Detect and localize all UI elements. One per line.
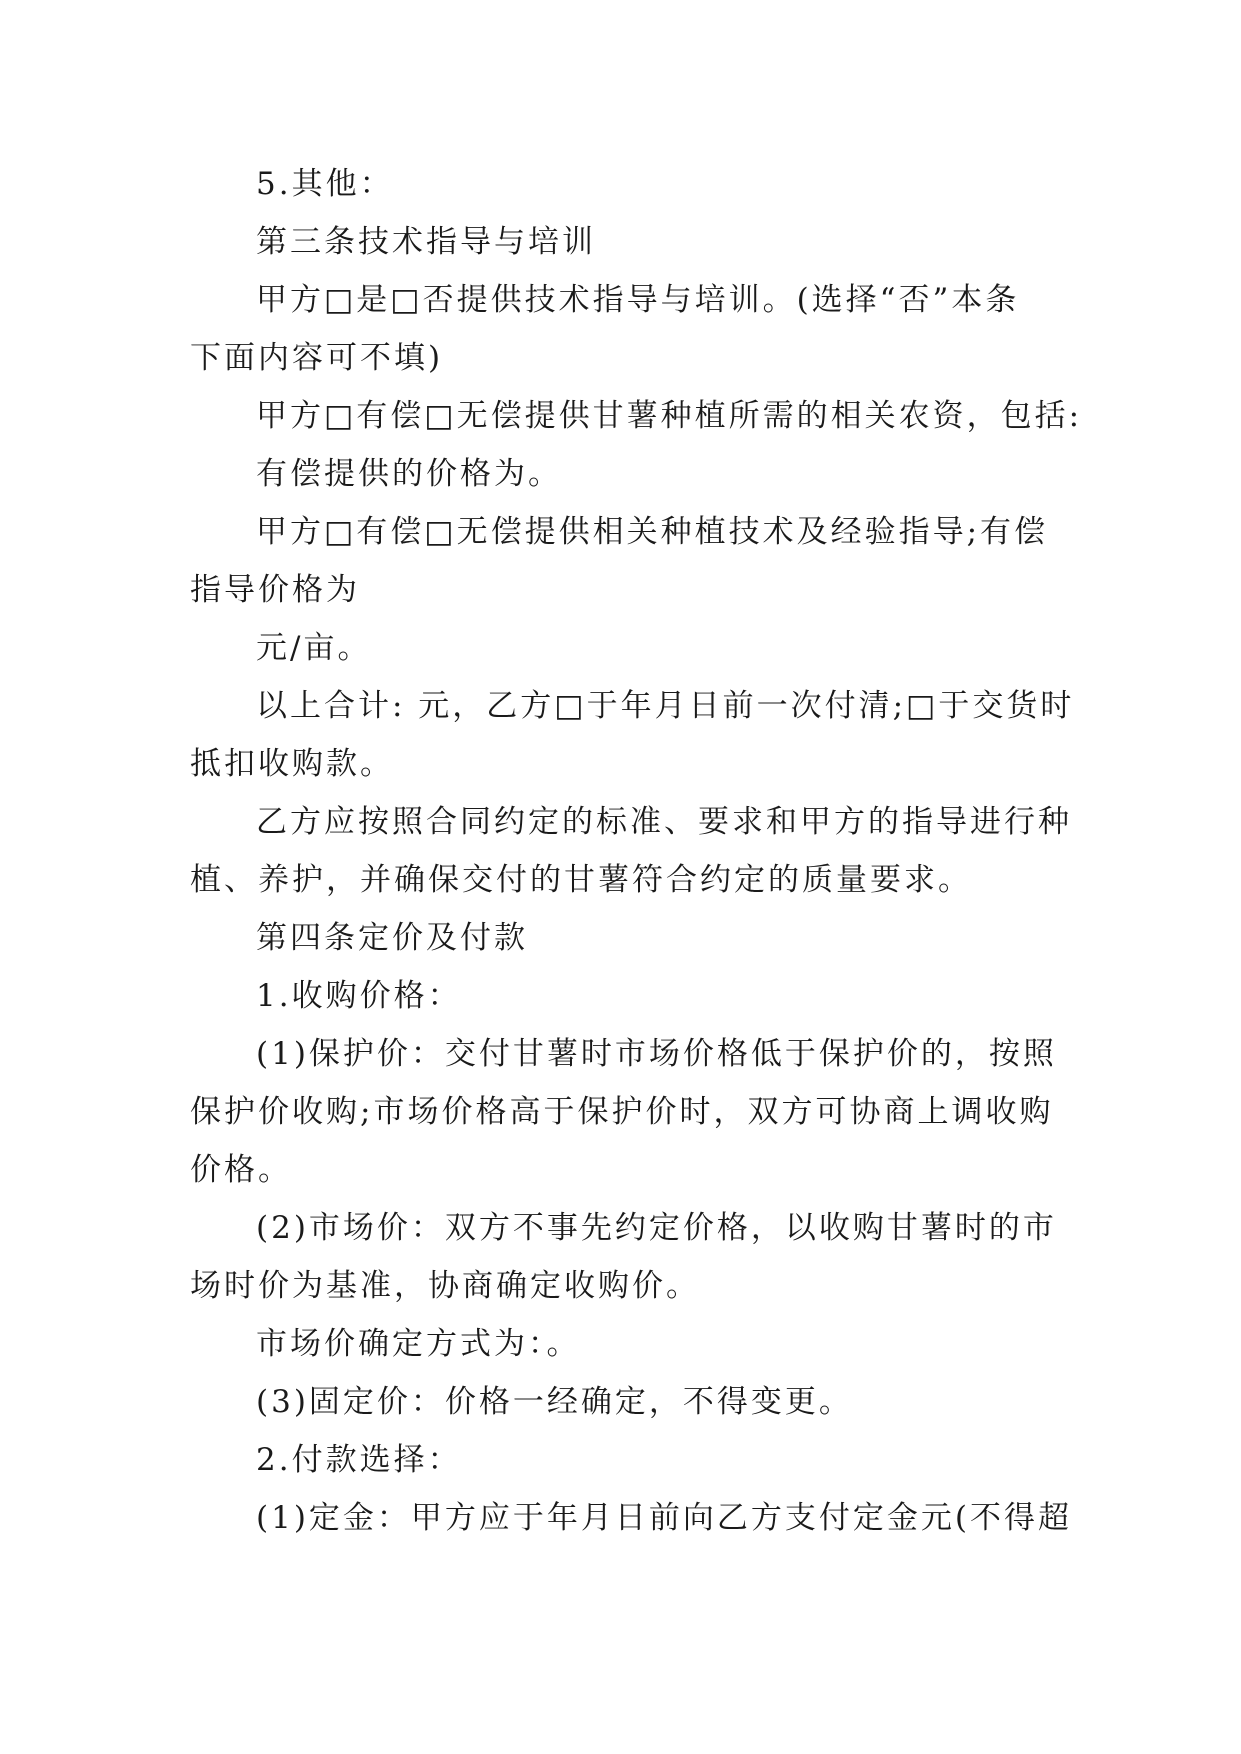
paragraph-line: (1)保护价：交付甘薯时市场价格低于保护价的，按照 — [256, 1036, 1057, 1072]
clause-price: 1.收购价格： — [256, 978, 462, 1014]
paragraph-line: 有偿提供的价格为。 — [256, 456, 562, 492]
paragraph-line: 甲方□有偿□无偿提供相关种植技术及经验指导;有偿 — [256, 514, 1049, 550]
clause-payment: 2.付款选择： — [256, 1442, 462, 1478]
paragraph-line: 场时价为基准，协商确定收购价。 — [190, 1268, 700, 1304]
paragraph-line: 植、养护，并确保交付的甘薯符合约定的质量要求。 — [190, 862, 972, 898]
paragraph-line: 价格。 — [190, 1152, 292, 1188]
paragraph-line: 元/亩。 — [256, 630, 372, 666]
paragraph-line: 指导价格为 — [190, 572, 360, 608]
clause-other: 5.其他： — [256, 166, 394, 202]
paragraph-line: 乙方应按照合同约定的标准、要求和甲方的指导进行种 — [256, 804, 1072, 840]
paragraph-line: 抵扣收购款。 — [190, 746, 394, 782]
paragraph-line: (1)定金：甲方应于年月日前向乙方支付定金元(不得超 — [256, 1500, 1073, 1536]
paragraph-line: 下面内容可不填) — [190, 340, 444, 376]
paragraph-line: 市场价确定方式为：。 — [256, 1326, 581, 1362]
paragraph-line: 保护价收购;市场价格高于保护价时，双方可协商上调收购 — [190, 1094, 1054, 1130]
paragraph-line: (2)市场价：双方不事先约定价格，以收购甘薯时的市 — [256, 1210, 1057, 1246]
section-heading-3: 第三条技术指导与培训 — [256, 224, 596, 260]
section-heading-4: 第四条定价及付款 — [256, 920, 528, 956]
paragraph-line: 甲方□是□否提供技术指导与培训。(选择“否”本条 — [256, 282, 1020, 318]
paragraph-line: (3)固定价：价格一经确定，不得变更。 — [256, 1384, 853, 1420]
paragraph-line: 以上合计: 元，乙方□于年月日前一次付清;□于交货时 — [256, 688, 1075, 724]
paragraph-line: 甲方□有偿□无偿提供甘薯种植所需的相关农资，包括: — [256, 398, 1083, 434]
